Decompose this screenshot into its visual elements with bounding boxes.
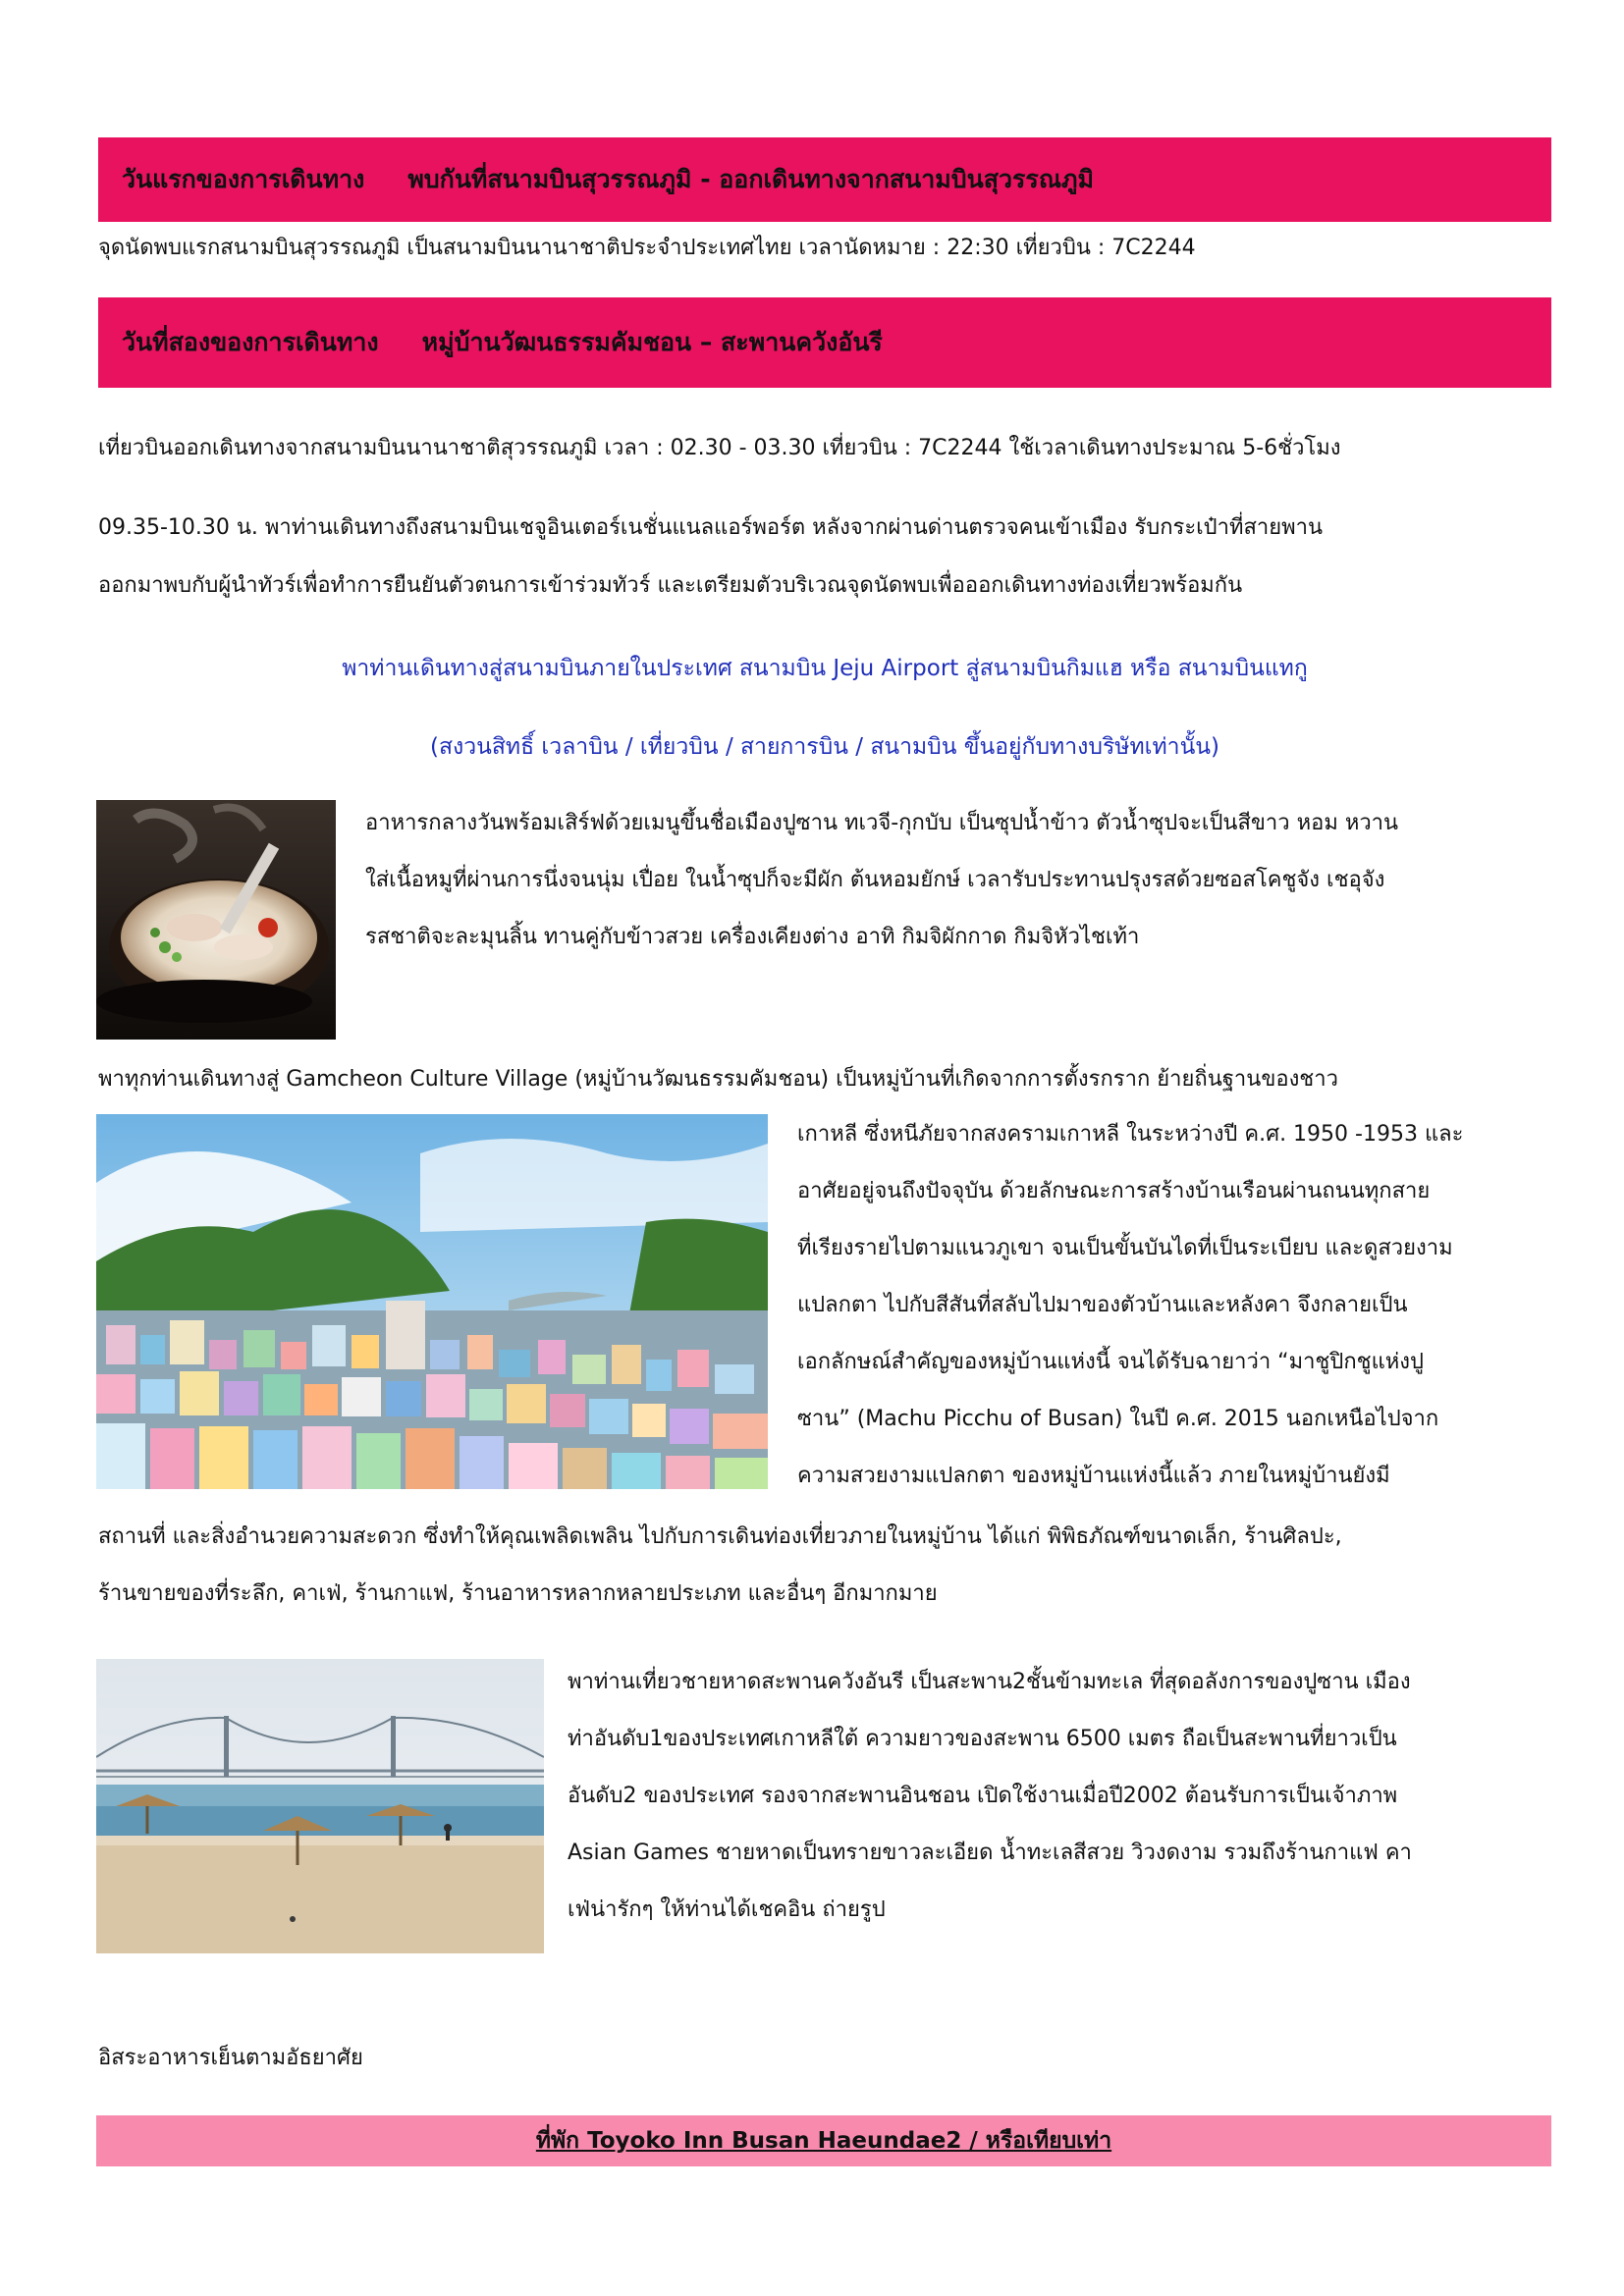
- domestic-flight-text: พาท่านเดินทางสู่สนามบินภายในประเทศ สนามบิน Jeju Airport สู่สนามบินกิมแฮ หรือ สนามบินแทกู: [342, 656, 1308, 681]
- gamcheon-tail-text: [98, 1509, 1342, 1623]
- day1-header-bar: [98, 137, 1551, 222]
- day2-title: วันที่สองของการเดินทาง: [122, 328, 379, 356]
- gamcheon-tail-line-2: ร้านขายของที่ระลึก, คาเฟ่, ร้านกาแฟ, ร้านอาหารหลากหลายประเภท และอื่นๆ อีกมากมาย: [98, 1581, 938, 1606]
- gamcheon-side-line-5: เอกลักษณ์สำคัญของหมู่บ้านแห่งนี้ จนได้รับฉายาว่า “มาชูปิกชูแห่งปู: [797, 1350, 1424, 1374]
- gamcheon-side-line-7: ความสวยงามแปลกตา ของหมู่บ้านแห่งนี้แล้ว ภายในหมู่บ้านยังมี: [797, 1464, 1390, 1488]
- gamcheon-side-text: [797, 1106, 1463, 1505]
- lunch-line-1: อาหารกลางวันพร้อมเสิร์ฟด้วยเมนูขึ้นชื่อเมืองปูซาน ทเวจี-กุกบับ เป็นซุปน้ำข้าว ตัวน้ำซุปจะเป็นสีขาว หอม หวาน: [365, 811, 1399, 835]
- day2-arrival-line-2: ออกมาพบกับผู้นำทัวร์เพื่อทำการยืนยันตัวตนการเข้าร่วมทัวร์ และเตรียมตัวบริเวณจุดนัดพบเพื่อออกเดินทางท่องเที่ยวพร้อมกัน: [98, 573, 1243, 598]
- hotel-bar: [96, 2115, 1551, 2166]
- bridge-description: [568, 1654, 1412, 1939]
- gamcheon-side-line-4: แปลกตา ไปกับสีสันที่สลับไปมาของตัวบ้านและหลังคา จึงกลายเป็น: [797, 1293, 1408, 1317]
- bridge-line-5: เฟ่น่ารักๆ ให้ท่านได้เชคอิน ถ่ายรูป: [568, 1897, 886, 1922]
- day2-header-bar: [98, 297, 1551, 388]
- gamcheon-side-line-1: เกาหลี ซึ่งหนีภัยจากสงครามเกาหลี ในระหว่างปี ค.ศ. 1950 -1953 และ: [797, 1122, 1464, 1147]
- gamcheon-side-line-6: ซาน” (Machu Picchu of Busan) ในปี ค.ศ. 2015 นอกเหนือไปจาก: [797, 1407, 1439, 1431]
- pork-soup-photo: [96, 800, 336, 1040]
- day2-arrival-line-1: 09.35-10.30 น. พาท่านเดินทางถึงสนามบินเชจูอินเตอร์เนชั่นแนลแอร์พอร์ต หลังจากผ่านด่านตรวจคนเข้าเมือง รับกระเป๋าที่สายพาน: [98, 515, 1324, 540]
- bridge-line-3: อันดับ2 ของประเทศ รองจากสะพานอินชอน เปิดใช้งานเมื่อปี2002 ต้อนรับการเป็นเจ้าภาพ: [568, 1784, 1398, 1808]
- gamcheon-side-line-2: อาศัยอยู่จนถึงปัจจุบัน ด้วยลักษณะการสร้างบ้านเรือนผ่านถนนทุกสาย: [797, 1179, 1431, 1203]
- gamcheon-side-line-3: ที่เรียงรายไปตามแนวภูเขา จนเป็นขั้นบันไดที่เป็นระเบียบ และดูสวยงาม: [797, 1236, 1453, 1260]
- gamcheon-village-photo: [96, 1114, 768, 1489]
- lunch-description: [365, 795, 1398, 966]
- bridge-line-4: Asian Games ชายหาดเป็นทรายขาวละเอียด น้ำทะเลสีสวย วิวงดงาม รวมถึงร้านกาแฟ คา: [568, 1841, 1412, 1865]
- dinner-note: อิสระอาหารเย็นตามอัธยาศัย: [98, 2046, 363, 2070]
- day1-meeting-text: จุดนัดพบแรกสนามบินสุวรรณภูมิ เป็นสนามบินนานาชาติประจำประเทศไทย เวลานัดหมาย : 22:30 เที่ยวบิน : 7C2244: [98, 236, 1196, 260]
- gamcheon-tail-line-1: สถานที่ และสิ่งอำนวยความสะดวก ซึ่งทำให้คุณเพลิดเพลิน ไปกับการเดินท่องเที่ยวภายในหมู่บ้าน ได้แก่ พิพิธภัณฑ์ขนาดเล็ก, ร้านศิลปะ,: [98, 1524, 1342, 1549]
- gwangan-bridge-photo: [96, 1659, 544, 1953]
- day2-flight-text: เที่ยวบินออกเดินทางจากสนามบินนานาชาติสุวรรณภูมิ เวลา : 02.30 - 03.30 เที่ยวบิน : 7C2244 ใช้เวลาเดินทางประมาณ 5-6ชั่วโมง: [98, 436, 1341, 460]
- lunch-line-3: รสชาติจะละมุนลิ้น ทานคู่กับข้าวสวย เครื่องเคียงต่าง อาทิ กิมจิผักกาด กิมจิหัวไชเท้า: [365, 925, 1140, 949]
- day1-subtitle: พบกันที่สนามบินสุวรรณภูมิ - ออกเดินทางจากสนามบินสุวรรณภูมิ: [407, 165, 1095, 193]
- bridge-line-2: ท่าอันดับ1ของประเทศเกาหลีใต้ ความยาวของสะพาน 6500 เมตร ถือเป็นสะพานที่ยาวเป็น: [568, 1727, 1397, 1751]
- bridge-line-1: พาท่านเที่ยวชายหาดสะพานควังอันรี เป็นสะพาน2ชั้นข้ามทะเล ที่สุดอลังการของปูซาน เมือง: [568, 1670, 1411, 1694]
- day1-title: วันแรกของการเดินทาง: [122, 165, 365, 193]
- lunch-line-2: ใส่เนื้อหมูที่ผ่านการนึ่งจนนุ่ม เปื่อย ในน้ำซุปก็จะมีผัก ต้นหอมยักษ์ เวลารับประทานปรุงรสด้วยซอสโคชูจัง เชอุจัง: [365, 868, 1385, 892]
- gamcheon-intro: พาทุกท่านเดินทางสู่ Gamcheon Culture Village (หมู่บ้านวัฒนธรรมคัมชอน) เป็นหมู่บ้านที่เกิดจากการตั้งรกราก ย้ายถิ่นฐานของชาว: [98, 1067, 1338, 1092]
- day2-subtitle: หมู่บ้านวัฒนธรรมคัมชอน – สะพานควังอันรี: [421, 328, 883, 356]
- hotel-text: ที่พัก Toyoko Inn Busan Haeundae2 / หรือเทียบเท่า: [535, 2128, 1112, 2154]
- reservation-note: (สงวนสิทธิ์ เวลาบิน / เที่ยวบิน / สายการบิน / สนามบิน ขึ้นอยู่กับทางบริษัทเท่านั้น): [429, 734, 1219, 760]
